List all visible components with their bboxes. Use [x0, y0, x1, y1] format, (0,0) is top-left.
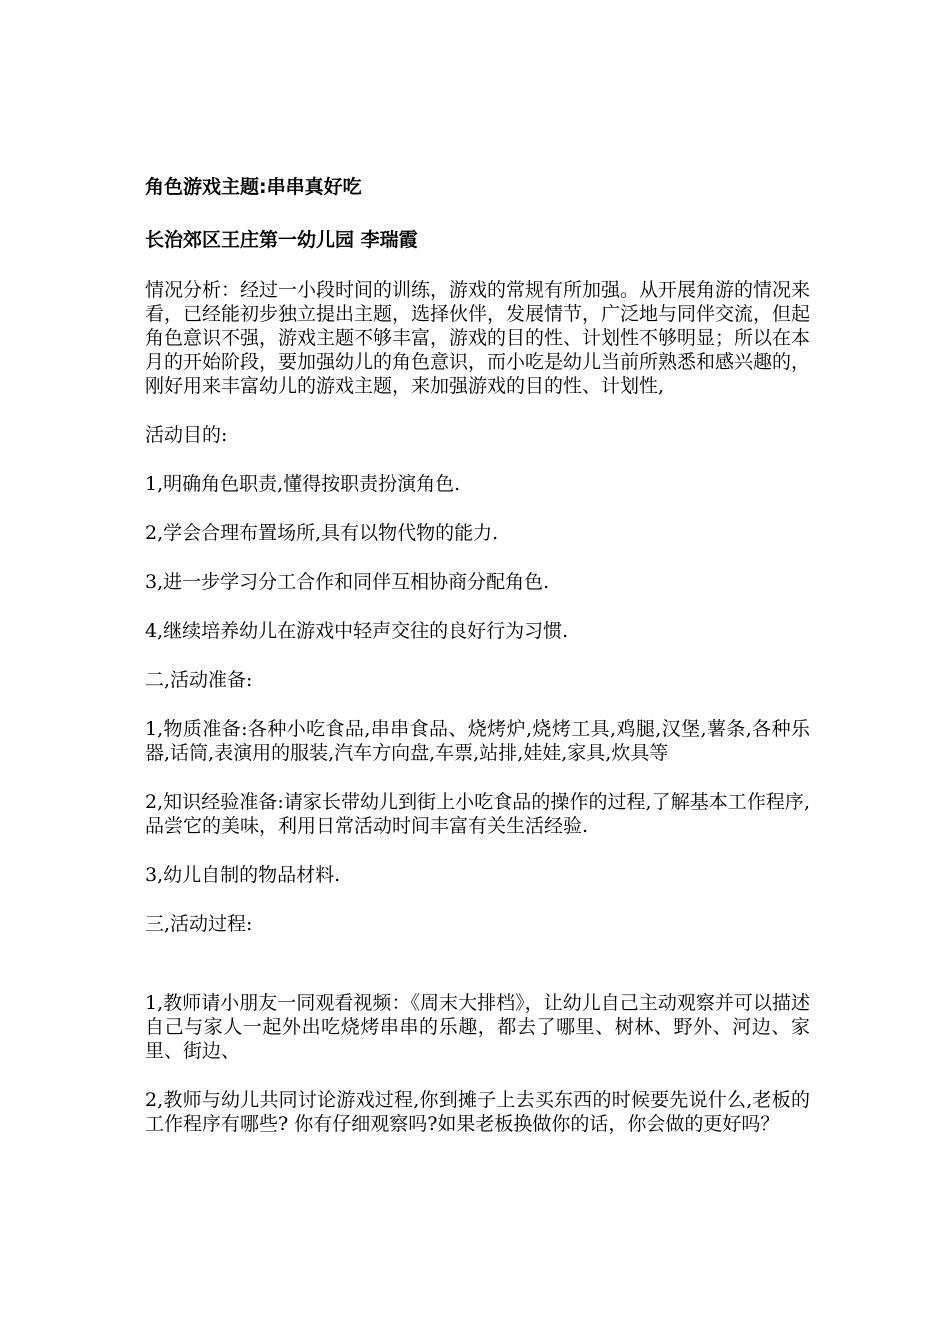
- goal-item: 4,继续培养幼儿在游戏中轻声交往的良好行为习惯.: [145, 620, 569, 642]
- goal-item: 2,学会合理布置场所,具有以物代物的能力.: [145, 522, 499, 544]
- goal-item: 1,明确角色职责,懂得按职责扮演角色.: [145, 473, 461, 495]
- prep-item: 1,物质准备:各种小吃食品,串串食品、烧烤炉,烧烤工具,鸡腿,汉堡,薯条,各种乐器,话筒,表演用的服装,汽车方向盘,车票,站排,娃娃,家具,炊具等: [145, 718, 810, 764]
- goals-heading: 活动目的:: [145, 424, 228, 446]
- prep-heading: 二,活动准备:: [145, 669, 253, 691]
- process-heading: 三,活动过程:: [145, 913, 253, 935]
- author-line: 长治郊区王庄第一幼儿园 李瑞霞: [145, 229, 418, 251]
- prep-item: 3,幼儿自制的物品材料.: [145, 864, 341, 886]
- goal-item: 3,进一步学习分工合作和同伴互相协商分配角色.: [145, 571, 550, 593]
- prep-item: 2,知识经验准备:请家长带幼儿到街上小吃食品的操作的过程,了解基本工作程序,品尝它的美味，利用日常活动时间丰富有关生活经验.: [145, 791, 810, 837]
- document-body: [145, 175, 810, 1161]
- process-item: 1,教师请小朋友一同观看视频：《周末大排档》，让幼儿自己主动观察并可以描述自己与家人一起外出吃烧烤串串的乐趣，都去了哪里、树林、野外、河边、家里、街边、: [145, 992, 810, 1062]
- document-title: 角色游戏主题:串串真好吃: [145, 176, 362, 198]
- process-item: 2,教师与幼儿共同讨论游戏过程,你到摊子上去买东西的时候要先说什么,老板的工作程序有哪些? 你有仔细观察吗?如果老板换做你的话，你会做的更好吗？: [145, 1089, 810, 1135]
- analysis-paragraph: 情况分析：经过一小段时间的训练，游戏的常规有所加强。从开展角游的情况来看，已经能初步独立提出主题，选择伙伴，发展情节，广泛地与同伴交流，但起角色意识不强，游戏主题不够丰富，游戏的目的性、计划性不够明显；所以在本月的开始阶段，要加强幼儿的角色意识，而小吃是幼儿当前所熟悉和感兴趣的，刚好用来丰富幼儿的游戏主题，来加强游戏的目的性、计划性,: [145, 279, 811, 397]
